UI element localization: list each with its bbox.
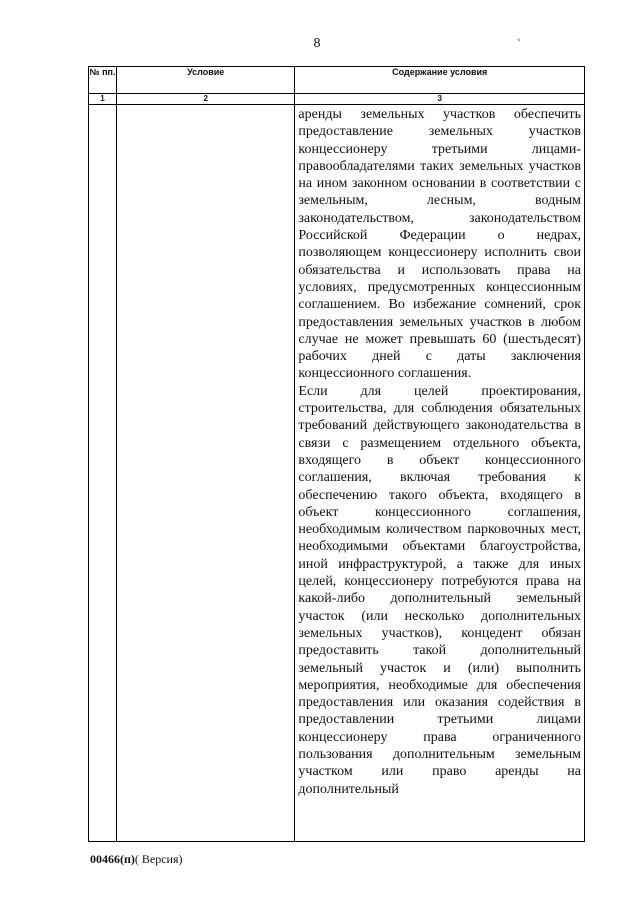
row-content-cell xyxy=(295,105,585,842)
conditions-table xyxy=(88,66,585,842)
header-content: Содержание условия xyxy=(295,67,585,94)
scan-mark: ᵛ xyxy=(516,35,523,48)
row-num-cell xyxy=(89,105,117,842)
table-row xyxy=(89,105,585,842)
content-paragraph: Если для целей проектирования, строительства, для соблюдения обязательных требований действующего законодательства в связи с размещением отдельного объекта, входящего в объект концессионного соглашения, включая требования к обеспечению такого объекта, входящего в объект концессионного соглашения, необходимым количеством парковочных мест, необходимыми объектами благоустройства, иной инфраструктурой, а также для иных целей, концессионеру потребуются права на какой-либо дополнительный земельный участок (или несколько дополнительных земельных участков), концедент обязан предоставить такой дополнительный земельный участок и (или) выполнить мероприятия, необходимые для обеспечения предоставления или оказания содействия в предоставлении третьими лицами концессионеру права ограниченного пользования дополнительным земельным участком или право аренды на дополнительный xyxy=(298,383,581,797)
content-paragraph: аренды земельных участков обеспечить предоставление земельных участков концессионеру третьими лицами-правообладателями таких земельных участков на ином законном основании в соответствии с земельным, лесным, водным законодательством, законодательством Российской Федерации о недрах, позволяющем концессионеру исполнить свои обязательства и использовать права на условиях, предусмотренных концессионным соглашением. Во избежание сомнений, срок предоставления земельных участков в любом случае не может превышать 60 (шестьдесят) рабочих дней с даты заключения концессионного соглашения. xyxy=(298,107,581,382)
header-condition: Условие xyxy=(117,67,295,94)
index-col-1: 1 xyxy=(89,94,117,105)
document-footer xyxy=(90,852,183,867)
index-col-3: 3 xyxy=(295,94,585,105)
table-header-row xyxy=(89,67,585,94)
index-col-2: 2 xyxy=(117,94,295,105)
document-version: ( Версия) xyxy=(134,852,183,866)
header-num: № пп. xyxy=(89,67,117,94)
table-index-row xyxy=(89,94,585,105)
document-code: 00466(п) xyxy=(90,852,135,866)
row-condition-cell xyxy=(117,105,295,842)
page-number: 8 xyxy=(313,36,321,51)
